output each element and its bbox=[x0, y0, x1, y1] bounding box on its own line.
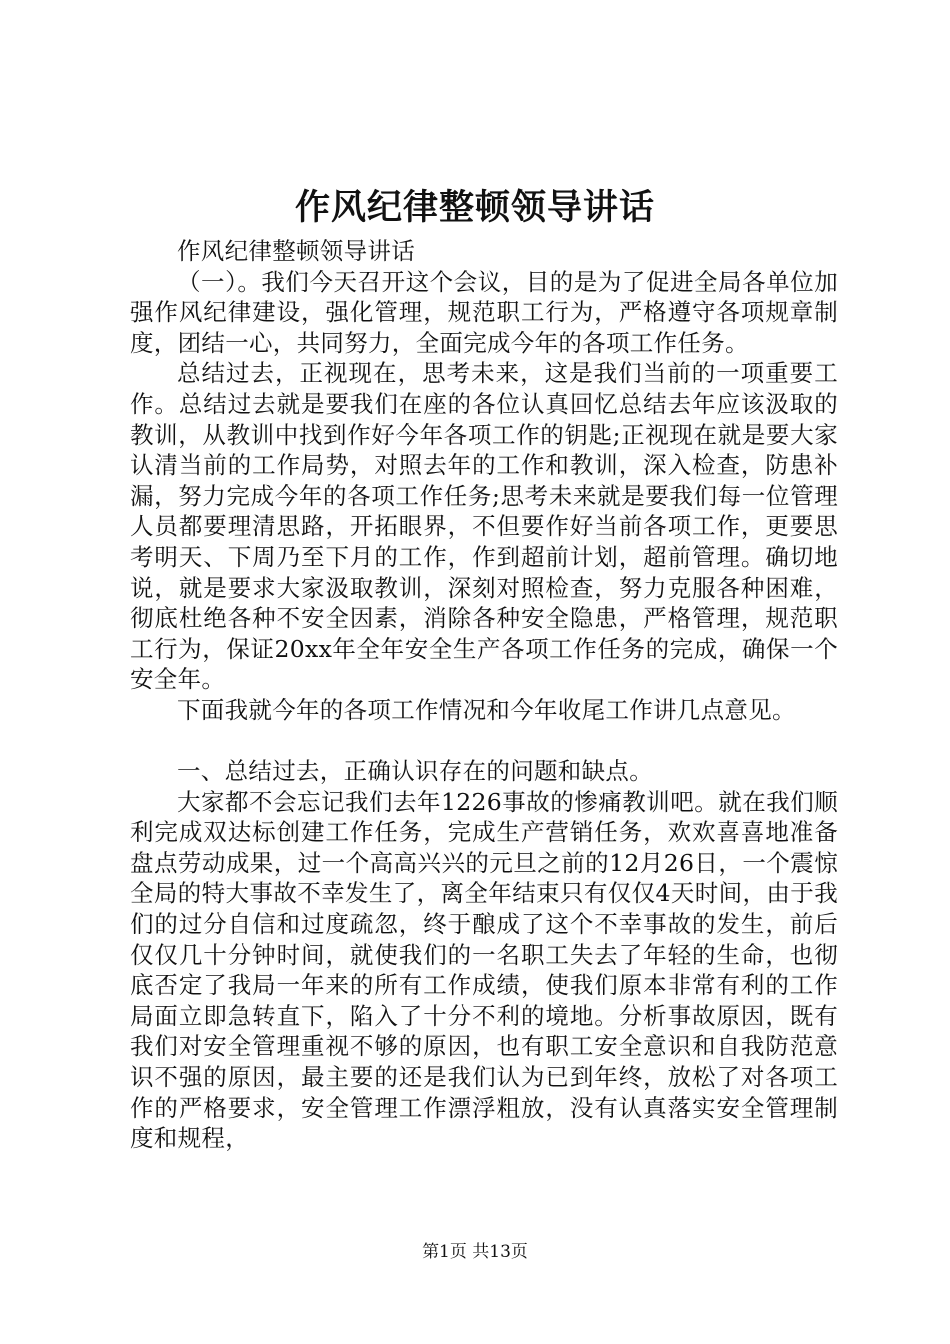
body-paragraph-subtitle: 作风纪律整顿领导讲话 bbox=[177, 237, 415, 265]
body-paragraph: 大家都不会忘记我们去年1226事故的惨痛教训吧。就在我们顺利完成双达标创建工作任务，完成生产营销任务，欢欢喜喜地准备盘点劳动成果，过一个高高兴兴的元旦之前的12月26日，一个震惊全局的特大事故不幸发生了，离全年结束只有仅仅4天时间，由于我们的过分自信和过度疏忽，终于酿成了这个不幸事故的发生，前后仅仅几十分钟时间，就使我们的一名职工失去了年轻的生命，也彻底否定了我局一年来的所有工作成绩，使我们原本非常有利的工作局面立即急转直下，陷入了十分不利的境地。分析事故原因，既有我们对安全管理重视不够的原因，也有职工安全意识和自我防范意识不强的原因，最主要的还是我们认为已到年终，放松了对各项工作的严格要求，安全管理工作漂浮粗放，没有认真落实安全管理制度和规程， bbox=[130, 787, 838, 1153]
paragraph-spacer bbox=[130, 726, 838, 757]
body-paragraph: 总结过去，正视现在，思考未来，这是我们当前的一项重要工作。总结过去就是要我们在座的各位认真回忆总结去年应该汲取的教训，从教训中找到作好今年各项工作的钥匙;正视现在就是要大家认清当前的工作局势，对照去年的工作和教训，深入检查，防患补漏，努力完成今年的各项工作任务;思考未来就是要我们每一位管理人员都要理清思路，开拓眼界，不但要作好当前各项工作，更要思考明天、下周乃至下月的工作，作到超前计划，超前管理。确切地说，就是要求大家汲取教训，深刻对照检查，努力克服各种困难，彻底杜绝各种不安全因素，消除各种安全隐患，严格管理，规范职工行为，保证20xx年全年安全生产各项工作任务的完成，确保一个安全年。 bbox=[130, 359, 838, 694]
body-paragraph: （一）。我们今天召开这个会议，目的是为了促进全局各单位加强作风纪律建设，强化管理，规范职工行为，严格遵守各项规章制度，团结一心，共同努力，全面完成今年的各项工作任务。 bbox=[130, 267, 838, 357]
document-title: 作风纪律整顿领导讲话 bbox=[294, 187, 655, 228]
section-heading: 一、总结过去，正确认识存在的问题和缺点。 bbox=[177, 757, 653, 786]
body-paragraph: 下面我就今年的各项工作情况和今年收尾工作讲几点意见。 bbox=[177, 695, 796, 724]
page-footer: 第1页 共13页 bbox=[422, 1242, 528, 1262]
document-body bbox=[130, 236, 838, 1154]
